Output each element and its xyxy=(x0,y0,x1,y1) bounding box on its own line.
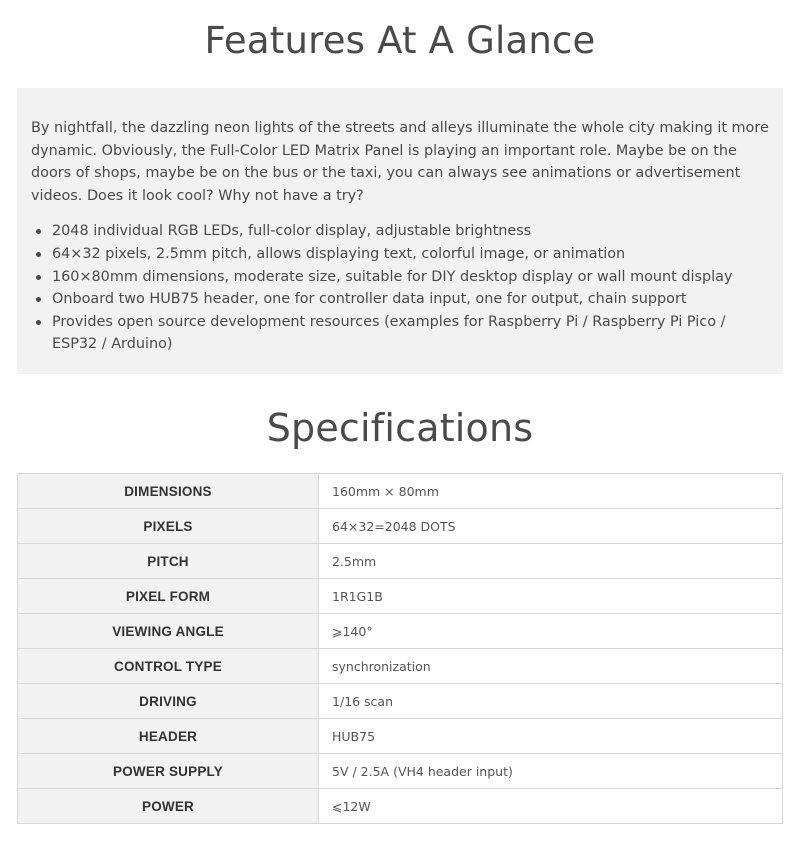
spec-value-power: ⩽12W xyxy=(319,789,783,824)
feature-text: Onboard two HUB75 header, one for controller data input, one for output, chain support xyxy=(52,291,687,308)
table-row xyxy=(18,544,783,579)
list-item xyxy=(52,288,769,311)
spec-value-power-supply: 5V / 2.5A (VH4 header input) xyxy=(319,754,783,789)
table-row xyxy=(18,509,783,544)
feature-list xyxy=(31,220,769,356)
spec-key-pixels: PIXELS xyxy=(18,509,319,544)
spec-value-header: HUB75 xyxy=(319,719,783,754)
table-row xyxy=(18,719,783,754)
specifications-title: Specifications xyxy=(266,406,534,450)
spec-value-pixels: 64×32=2048 DOTS xyxy=(319,509,783,544)
feature-text: 2048 individual RGB LEDs, full-color display, adjustable brightness xyxy=(52,223,532,240)
table-row xyxy=(18,649,783,684)
table-row xyxy=(18,684,783,719)
features-title: Features At A Glance xyxy=(204,19,596,62)
list-item xyxy=(52,266,769,289)
spec-value-pixel-form: 1R1G1B xyxy=(319,579,783,614)
table-row xyxy=(18,754,783,789)
spec-value-control-type: synchronization xyxy=(319,649,783,684)
table-row xyxy=(18,474,783,509)
spec-value-driving: 1/16 scan xyxy=(319,684,783,719)
spec-value-pitch: 2.5mm xyxy=(319,544,783,579)
bullet-icon xyxy=(36,297,41,302)
table-row xyxy=(18,789,783,824)
list-item xyxy=(52,220,769,243)
spec-key-dimensions: DIMENSIONS xyxy=(18,474,319,509)
spec-value-viewing-angle: ⩾140° xyxy=(319,614,783,649)
spec-key-power-supply: POWER SUPPLY xyxy=(18,754,319,789)
spec-key-pitch: PITCH xyxy=(18,544,319,579)
bullet-icon xyxy=(36,229,41,234)
spec-table xyxy=(17,473,783,824)
feature-text: 160×80mm dimensions, moderate size, suitable for DIY desktop display or wall mount display xyxy=(52,268,733,285)
list-item xyxy=(52,311,769,356)
feature-text: Provides open source development resources (examples for Raspberry Pi / Raspberry Pi Pico / ESP32 / Arduino) xyxy=(52,313,726,353)
spec-key-pixel-form: PIXEL FORM xyxy=(18,579,319,614)
spec-value-dimensions: 160mm × 80mm xyxy=(319,474,783,509)
table-row xyxy=(18,579,783,614)
feature-text: 64×32 pixels, 2.5mm pitch, allows displaying text, colorful image, or animation xyxy=(52,245,626,262)
intro-paragraph: By nightfall, the dazzling neon lights of the streets and alleys illuminate the whole city making it more dynamic. Obviously, the Full-Color LED Matrix Panel is playing an important role. Maybe be on the doors of shops, maybe be on the bus or the taxi, you can always see animations or advertisement videos. Does it look cool? Why not have a try? xyxy=(31,120,769,204)
spec-key-header: HEADER xyxy=(18,719,319,754)
bullet-icon xyxy=(36,252,41,257)
features-box xyxy=(17,88,783,374)
bullet-icon xyxy=(36,320,41,325)
spec-key-control-type: CONTROL TYPE xyxy=(18,649,319,684)
list-item xyxy=(52,243,769,266)
table-row xyxy=(18,614,783,649)
spec-key-driving: DRIVING xyxy=(18,684,319,719)
spec-key-viewing-angle: VIEWING ANGLE xyxy=(18,614,319,649)
spec-key-power: POWER xyxy=(18,789,319,824)
bullet-icon xyxy=(36,275,41,280)
